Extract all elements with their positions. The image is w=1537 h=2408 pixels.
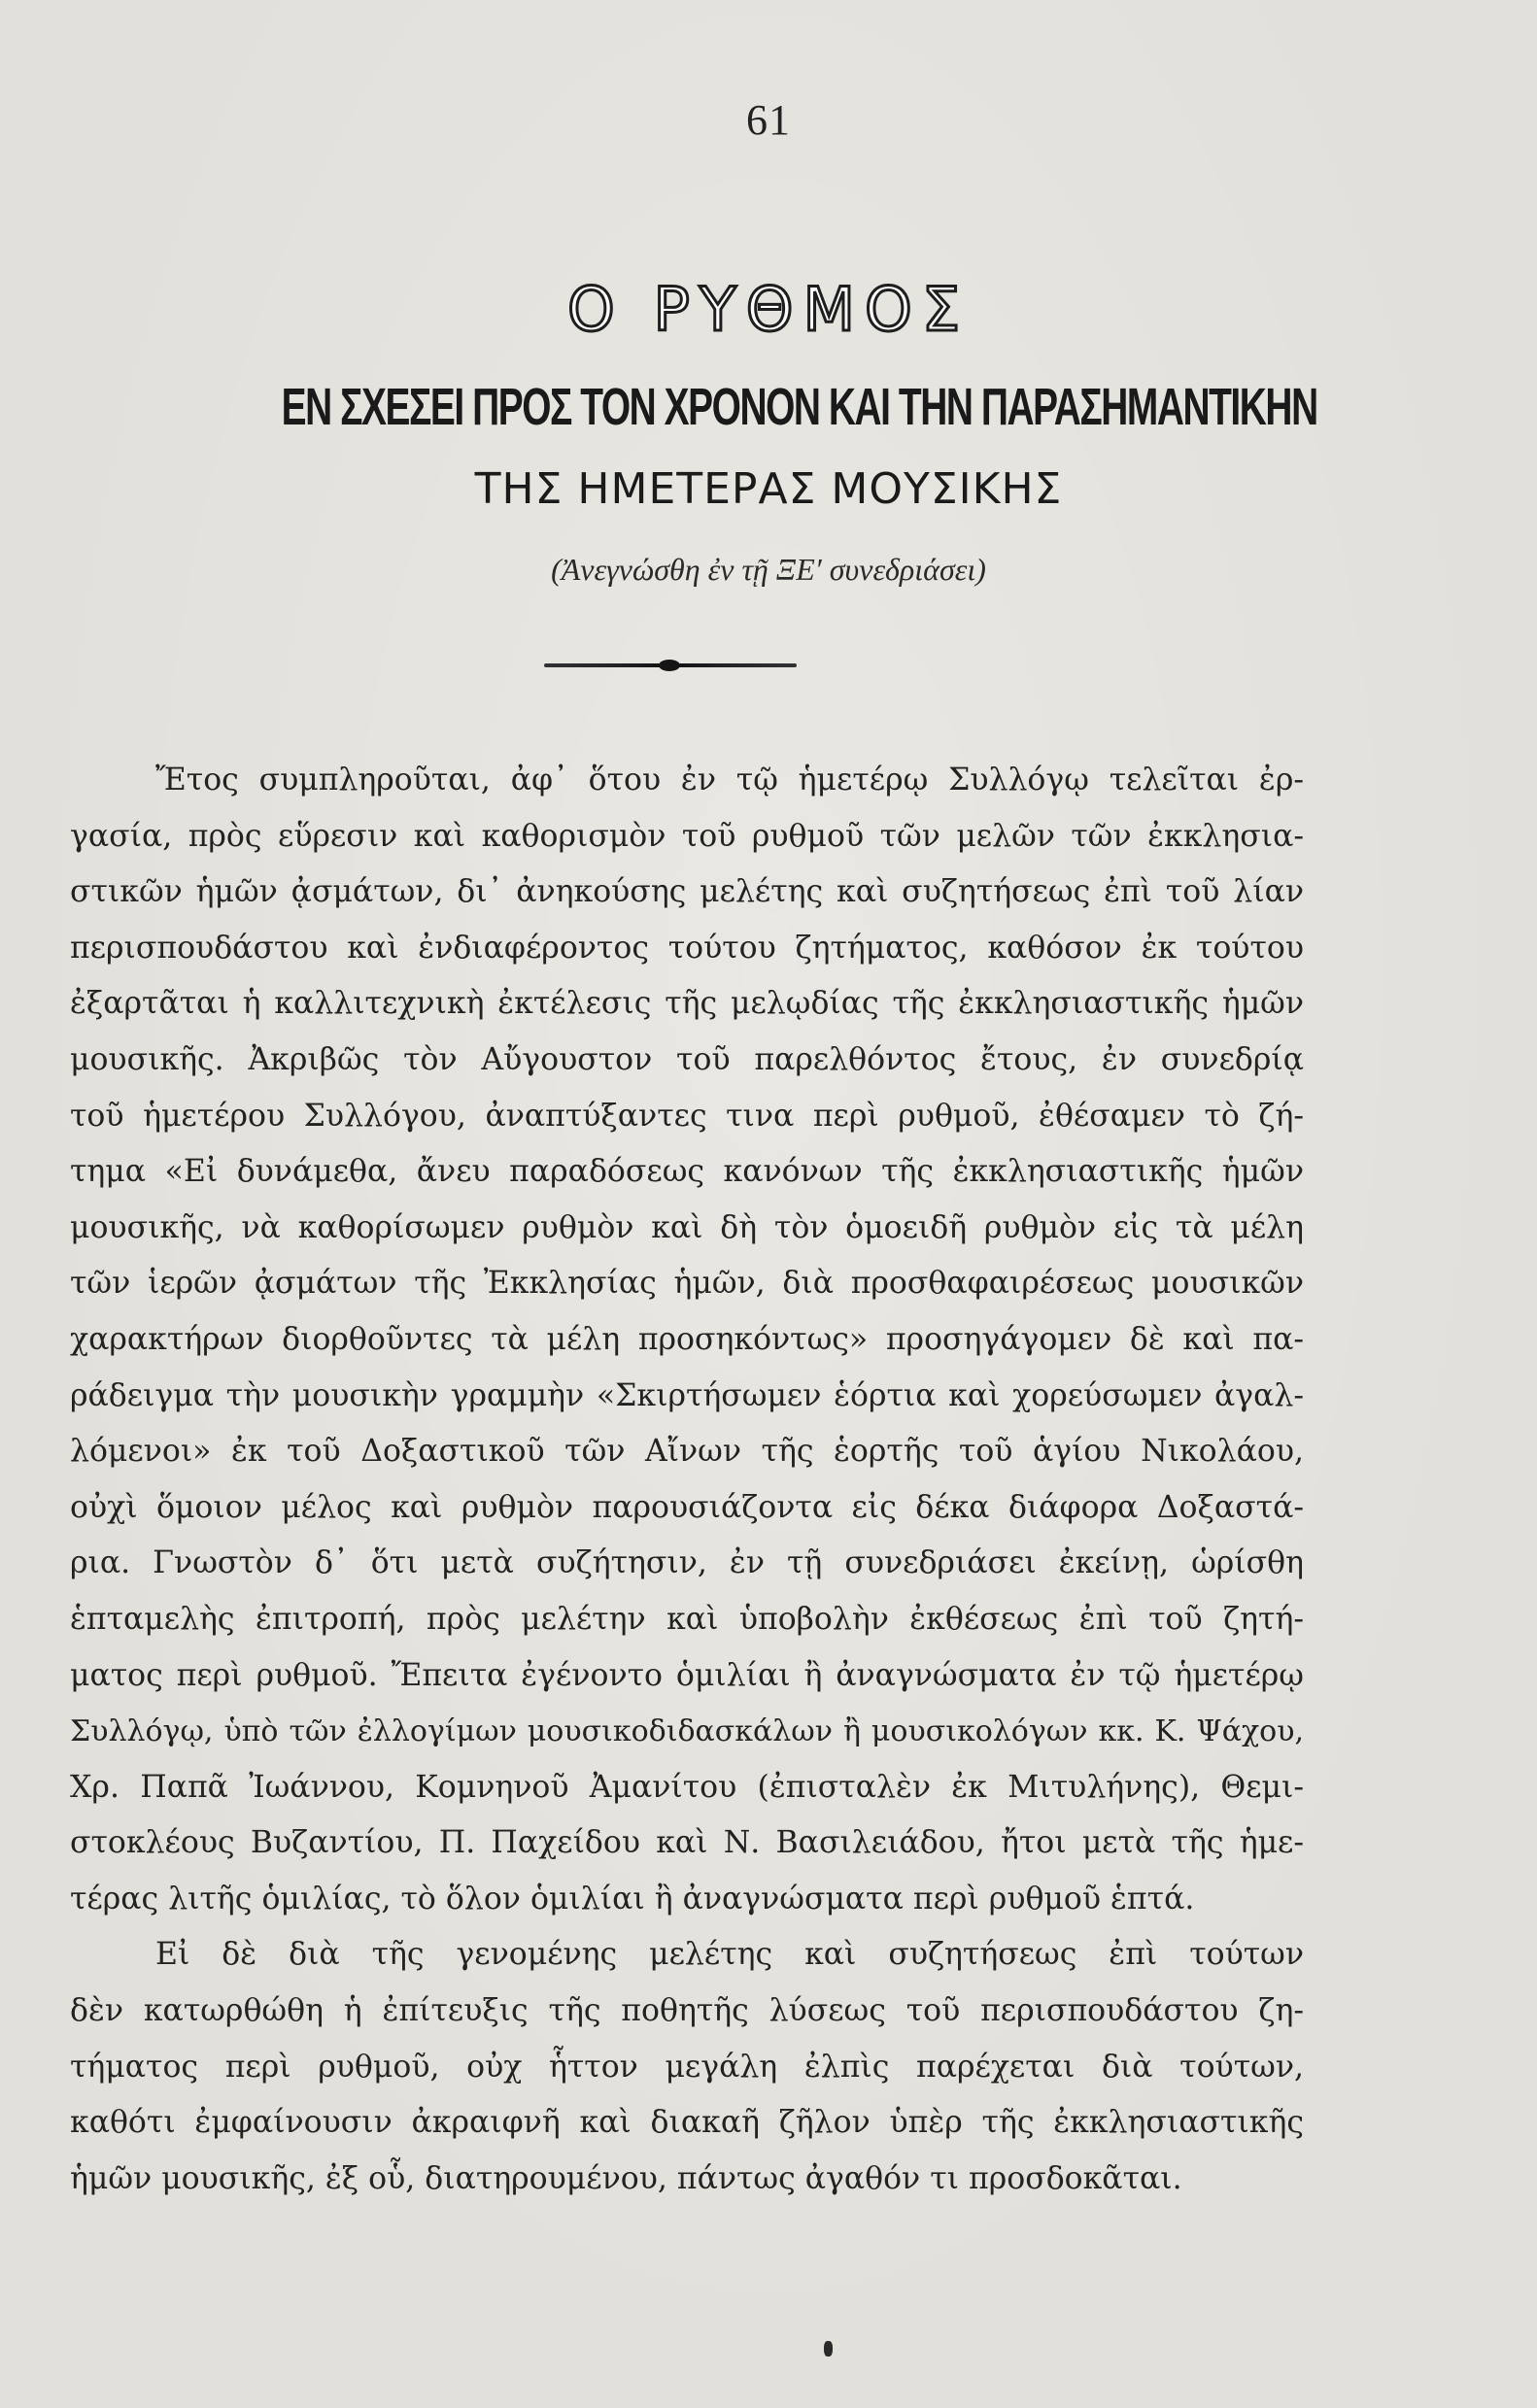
article-subtitle-line2: ΤΗΣ ΗΜΕΤΕΡΑΣ ΜΟΥΣΙΚΗΣ <box>474 464 1063 514</box>
text-line: τοῦ ἡμετέρου Συλλόγου, ἀναπτύξαντες τινα περὶ ρυθμοῦ, ἐθέσαμεν τὸ ζή- <box>70 1098 1304 1134</box>
ornamental-divider <box>544 663 797 667</box>
body-text <box>70 753 1304 2207</box>
text-line: ἑπταμελὴς ἐπιτροπή, πρὸς μελέτην καὶ ὑποβολὴν ἐκθέσεως ἐπὶ τοῦ ζητή- <box>70 1601 1304 1637</box>
text-line: ἡμῶν μουσικῆς, ἐξ οὗ, διατηρουμένου, πάντως ἀγαθόν τι προσδοκᾶται. <box>70 2160 1182 2196</box>
article-title: Ο ΡΥΘΜΟΣ <box>566 274 971 345</box>
text-line: μουσικῆς. Ἀκριβῶς τὸν Αὔγουστον τοῦ παρελθόντος ἔτους, ἐν συνεδρίᾳ <box>70 1041 1304 1077</box>
text-line: Εἰ δὲ διὰ τῆς γενομένης μελέτης καὶ συζητήσεως ἐπὶ τούτων <box>155 1937 1304 1973</box>
text-line: τήματος περὶ ρυθμοῦ, οὐχ ἧττον μεγάλη ἐλπὶς παρέχεται διὰ τούτων, <box>70 2049 1304 2085</box>
text-line: περισπουδάστου καὶ ἐνδιαφέροντος τούτου ζητήματος, καθόσον ἐκ τούτου <box>70 930 1304 966</box>
text-line: τῶν ἱερῶν ᾀσμάτων τῆς Ἐκκλησίας ἡμῶν, διὰ προσθαφαιρέσεως μουσικῶν <box>70 1266 1304 1302</box>
text-line: λόμενοι» ἐκ τοῦ Δοξαστικοῦ τῶν Αἴνων τῆς ἑορτῆς τοῦ ἁγίου Νικολάου, <box>70 1434 1304 1470</box>
paragraph-2 <box>70 1927 1304 2207</box>
text-line: στοκλέους Βυζαντίου, Π. Παχείδου καὶ Ν. Βασιλειάδου, ἤτοι μετὰ τῆς ἡμε- <box>70 1825 1304 1861</box>
article-subtitle-line1: ΕΝ ΣΧΕΣΕΙ ΠΡΟΣ ΤΟΝ ΧΡΟΝΟΝ ΚΑΙ ΤΗΝ ΠΑΡΑΣΗΜΑΝΤΙΚΗΝ <box>281 378 1317 436</box>
text-line: οὐχὶ ὅμοιον μέλος καὶ ρυθμὸν παρουσιάζοντα εἰς δέκα διάφορα Δοξαστά- <box>70 1489 1304 1525</box>
reading-note: (Ἀνεγνώσθη ἐν τῇ ΞΕ′ συνεδριάσει) <box>551 552 986 587</box>
text-line: γασία, πρὸς εὕρεσιν καὶ καθορισμὸν τοῦ ρυθμοῦ τῶν μελῶν τῶν ἐκκλησια- <box>70 818 1304 854</box>
text-line: καθότι ἐμφαίνουσιν ἀκραιφνῆ καὶ διακαῆ ζῆλον ὑπὲρ τῆς ἐκκλησιαστικῆς <box>70 2105 1304 2141</box>
text-line: μουσικῆς, νὰ καθορίσωμεν ρυθμὸν καὶ δὴ τὸν ὁμοειδῆ ρυθμὸν εἰς τὰ μέλη <box>70 1209 1304 1245</box>
text-line: ρια. Γνωστὸν δ᾽ ὅτι μετὰ συζήτησιν, ἐν τῇ συνεδριάσει ἐκείνῃ, ὡρίσθη <box>70 1545 1304 1581</box>
text-line: ράδειγμα τὴν μουσικὴν γραμμὴν «Σκιρτήσωμεν ἑόρτια καὶ χορεύσωμεν ἀγαλ- <box>70 1377 1304 1413</box>
page-number: 61 <box>746 96 791 144</box>
text-line: δὲν κατωρθώθη ἡ ἐπίτευξις τῆς ποθητῆς λύσεως τοῦ περισπουδάστου ζη- <box>70 1993 1304 2029</box>
text-line: χαρακτήρων διορθοῦντες τὰ μέλη προσηκόντως» προσηγάγομεν δὲ καὶ πα- <box>70 1321 1304 1357</box>
text-line: Ἔτος συμπληροῦται, ἀφ᾽ ὅτου ἐν τῷ ἡμετέρῳ Συλλόγῳ τελεῖται ἐρ- <box>155 763 1304 797</box>
text-line: τημα «Εἰ δυνάμεθα, ἄνευ παραδόσεως κανόνων τῆς ἐκκλησιαστικῆς ἡμῶν <box>70 1154 1304 1190</box>
text-line: Συλλόγῳ, ὑπὸ τῶν ἐλλογίμων μουσικοδιδασκάλων ἢ μουσικολόγων κκ. Κ. Ψάχου, <box>70 1714 1304 1749</box>
paragraph-1 <box>70 753 1304 1927</box>
text-line: τέρας λιτῆς ὁμιλίας, τὸ ὅλον ὁμιλίαι ἢ ἀναγνώσματα περὶ ρυθμοῦ ἑπτά. <box>70 1881 1195 1916</box>
text-line: ματος περὶ ρυθμοῦ. Ἔπειτα ἐγένοντο ὁμιλίαι ἢ ἀναγνώσματα ἐν τῷ ἡμετέρῳ <box>70 1657 1304 1693</box>
ink-mark <box>824 2341 833 2357</box>
text-line: ἐξαρτᾶται ἡ καλλιτεχνικὴ ἐκτέλεσις τῆς μελῳδίας τῆς ἐκκλησιαστικῆς ἡμῶν <box>70 986 1304 1022</box>
text-line: Χρ. Παπᾶ Ἰωάννου, Κομνηνοῦ Ἀμανίτου (ἐπισταλὲν ἐκ Μιτυλήνης), Θεμι- <box>70 1769 1304 1805</box>
text-line: στικῶν ἡμῶν ᾀσμάτων, δι᾽ ἀνηκούσης μελέτης καὶ συζητήσεως ἐπὶ τοῦ λίαν <box>70 874 1304 910</box>
